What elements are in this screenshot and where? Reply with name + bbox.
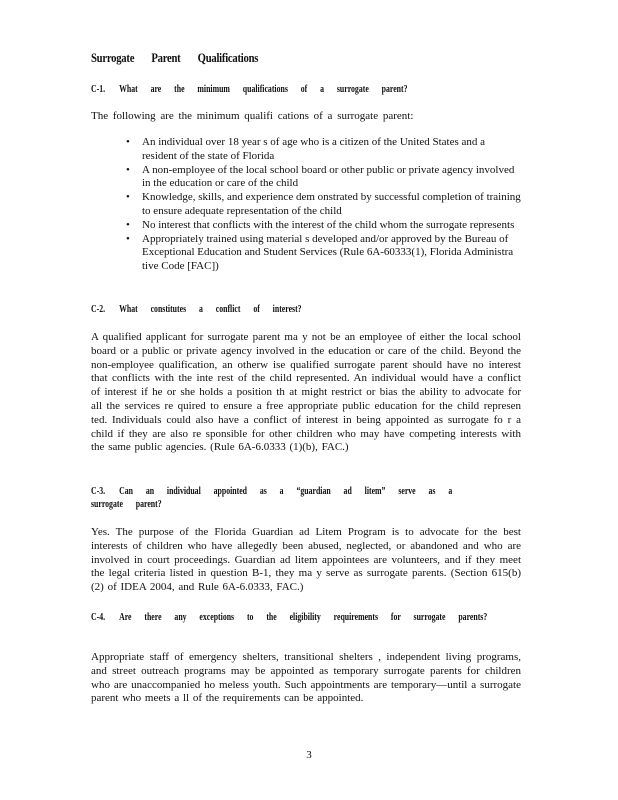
question-number: C-2. — [91, 304, 106, 315]
question-c3 — [91, 485, 481, 511]
question-text: Can an individual appointed as a “guardian ad litem” serve as a surrogate parent? — [91, 486, 453, 510]
question-number: C-1. — [91, 84, 106, 95]
page-title: Surrogate Parent Qualifications — [91, 50, 259, 65]
question-number: C-3. — [91, 486, 106, 497]
question-c1 — [91, 83, 408, 96]
question-text: What are the minimum qualifications of a surrogate parent? — [119, 84, 408, 95]
question-c4 — [91, 611, 504, 624]
c2-answer: A qualified applicant for surrogate parent ma y not be an employee of either the local school board or a public or private agency involved in the education or care of the child. Beyond the non-employee qualification, an otherw ise qualified surrogate parent should have no interest that conflicts with the inte rest of the child represented. An individual would have a conflict of interest if he or she holds a position th at might restrict or bias the ability to advocate for all the services re quired to ensure a free appropriate public education for the child represen ted. Individuals could also have a conflict of interest in being appointed as surrogate fo r a child if they are also re sponsible for other children who may have competing interests with the same public agencies. (Rule 6A-6.0333 (1)(b), FAC.) — [91, 331, 521, 454]
c4-answer: Appropriate staff of emergency shelters, transitional shelters , independent living programs, and street outreach programs may be appointed as temporary surrogate parents for children who are unaccompanied ho meless youth. Such appointments are temporary—until a surrogate parent who meets a ll of the requirements can be appointed. — [91, 651, 521, 705]
question-number: C-4. — [91, 612, 106, 623]
list-item: • Knowledge, skills, and experience dem onstrated by successful completion of training to ensure adequate representation of the child — [126, 191, 521, 219]
c1-intro: The following are the minimum qualifi cations of a surrogate parent: — [91, 110, 414, 122]
c3-answer: Yes. The purpose of the Florida Guardian ad Litem Program is to advocate for the best interests of children who have allegedly been abused, neglected, or abandoned and who are involved in court proceedings. Guardian ad litem appointees are volunteers, and if they meet the legal criteria listed in question B-1, they ma y serve as surrogate parents. (Section 615(b)(2) of IDEA 2004, and Rule 6A-6.0333, FAC.) — [91, 526, 521, 594]
list-item: • Appropriately trained using material s developed and/or approved by the Bureau of Exceptional Education and Student Services (Rule 6A-60333(1), Florida Administra tive Code [FAC]) — [126, 233, 521, 274]
question-text: What constitutes a conflict of interest? — [119, 304, 302, 315]
question-text: Are there any exceptions to the eligibility requirements for surrogate parents? — [119, 612, 488, 623]
page-number: 3 — [306, 749, 312, 761]
qualifications-list — [126, 136, 521, 274]
list-item: • No interest that conflicts with the interest of the child whom the surrogate represents — [126, 219, 521, 233]
list-item: • A non-employee of the local school board or other public or private agency involved in the education or care of the child — [126, 164, 521, 192]
list-item: • An individual over 18 year s of age who is a citizen of the United States and a resident of the state of Florida — [126, 136, 521, 164]
question-c2 — [91, 303, 302, 316]
